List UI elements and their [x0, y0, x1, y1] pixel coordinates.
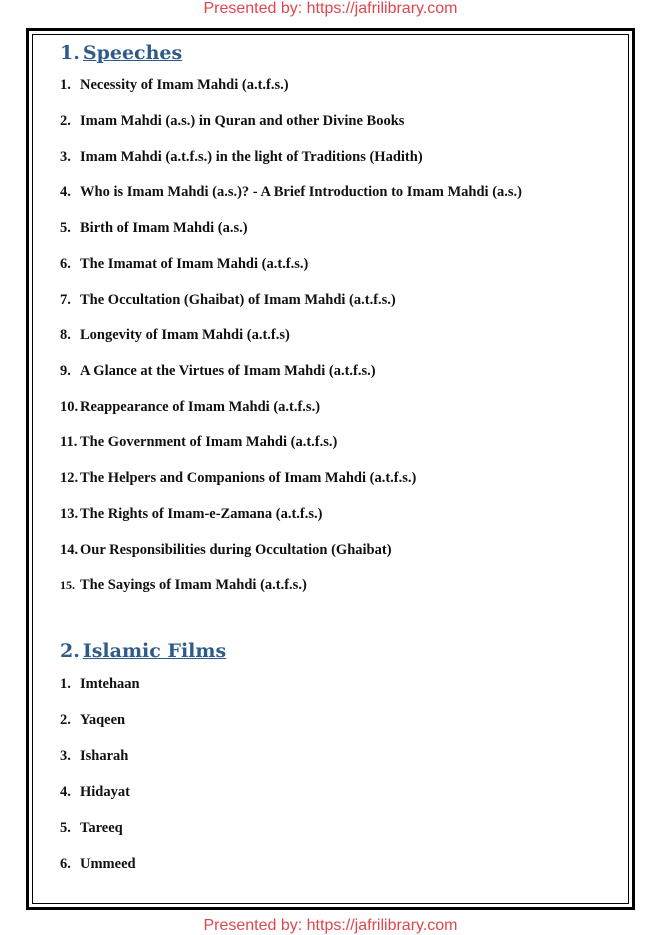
item-number: 11. [60, 434, 78, 450]
section-title-speeches [60, 42, 182, 64]
list-item [60, 77, 289, 94]
item-number: 3. [60, 748, 71, 764]
list-item [60, 399, 320, 416]
item-number: 4. [60, 784, 71, 800]
item-number: 1. [60, 676, 71, 692]
item-number: 7. [60, 292, 71, 308]
item-text: The Rights of Imam-e-Zamana (a.t.f.s.) [80, 506, 323, 522]
list-item [60, 184, 522, 201]
list-item [60, 149, 423, 166]
list-item [60, 327, 290, 344]
item-number: 10. [60, 399, 79, 415]
list-item [60, 748, 128, 765]
item-number: 3. [60, 149, 71, 165]
item-number: 8. [60, 327, 71, 343]
presented-by-banner-top: Presented by: https://jafrilibrary.com [203, 0, 458, 17]
section-heading: Speeches [82, 42, 183, 64]
item-text: Isharah [80, 748, 129, 764]
list-item [60, 676, 140, 693]
item-number: 6. [60, 856, 71, 872]
list-item [60, 292, 396, 309]
list-item [60, 820, 123, 837]
item-text: Imtehaan [80, 676, 140, 692]
item-text: Hidayat [80, 784, 130, 800]
item-text: Longevity of Imam Mahdi (a.t.f.s) [80, 327, 290, 343]
list-item [60, 363, 376, 380]
item-text: Ummeed [80, 856, 136, 872]
section-title-islamic-films [60, 640, 226, 662]
item-text: The Imamat of Imam Mahdi (a.t.f.s.) [80, 256, 309, 272]
list-item [60, 434, 337, 451]
section-heading: Islamic Films [82, 640, 227, 662]
item-number: 14. [60, 542, 79, 558]
item-number: 5. [60, 220, 71, 236]
list-item [60, 577, 307, 594]
item-number: 5. [60, 820, 71, 836]
item-text: Tareeq [80, 820, 123, 836]
item-text: A Glance at the Virtues of Imam Mahdi (a.t.f.s.) [80, 363, 376, 379]
list-item [60, 712, 125, 729]
list-item [60, 542, 392, 559]
presented-by-banner-bottom: Presented by: https://jafrilibrary.com [203, 917, 458, 934]
list-item [60, 256, 308, 273]
item-text: The Helpers and Companions of Imam Mahdi (a.t.f.s.) [80, 470, 417, 486]
item-number: 13. [60, 506, 79, 522]
section-number: 2. [60, 640, 80, 662]
section-number: 1. [60, 42, 80, 64]
item-text: Necessity of Imam Mahdi (a.t.f.s.) [80, 77, 289, 93]
item-text: Imam Mahdi (a.s.) in Quran and other Divine Books [80, 113, 405, 129]
item-number: 4. [60, 184, 71, 200]
item-text: Imam Mahdi (a.t.f.s.) in the light of Traditions (Hadith) [80, 149, 423, 165]
item-text: Yaqeen [80, 712, 126, 728]
list-item [60, 220, 248, 237]
item-text: Reappearance of Imam Mahdi (a.t.f.s.) [80, 399, 321, 415]
item-number: 9. [60, 363, 71, 379]
item-number: 6. [60, 256, 71, 272]
item-number: 2. [60, 712, 71, 728]
list-item [60, 856, 136, 873]
item-number: 12. [60, 470, 79, 486]
item-text: The Occultation (Ghaibat) of Imam Mahdi (a.t.f.s.) [80, 292, 396, 308]
item-text: Who is Imam Mahdi (a.s.)? - A Brief Introduction to Imam Mahdi (a.s.) [80, 184, 522, 200]
item-number: 2. [60, 113, 71, 129]
list-item [60, 113, 404, 130]
list-item [60, 784, 130, 801]
item-text: Our Responsibilities during Occultation (Ghaibat) [80, 542, 392, 558]
item-number: 15. [60, 578, 75, 592]
list-item [60, 470, 416, 487]
item-text: The Government of Imam Mahdi (a.t.f.s.) [80, 434, 338, 450]
item-text: Birth of Imam Mahdi (a.s.) [80, 220, 248, 236]
item-text: The Sayings of Imam Mahdi (a.t.f.s.) [80, 577, 307, 593]
list-item [60, 506, 322, 523]
item-number: 1. [60, 77, 71, 93]
